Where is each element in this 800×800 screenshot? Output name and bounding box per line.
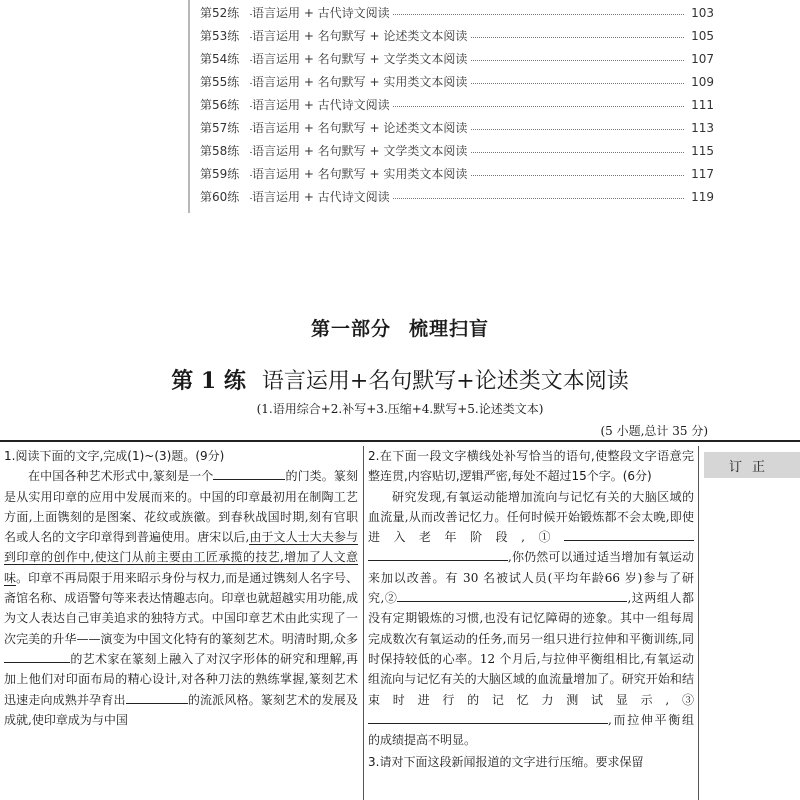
toc-title: 语言运用 + 古代诗文阅读 — [252, 96, 393, 113]
fill-blank[interactable] — [564, 527, 694, 541]
toc-title: 语言运用 + 名句默写 + 文学类文本阅读 — [252, 142, 470, 159]
toc-number: 第52练 — [200, 6, 240, 20]
lesson-heading: 语言运用+名句默写+论述类文本阅读 — [261, 369, 629, 394]
toc-number: 第60练 — [200, 190, 240, 204]
toc-number: 第58练 — [200, 144, 240, 158]
fill-blank[interactable] — [126, 690, 188, 704]
toc-row[interactable] — [190, 162, 714, 185]
question-1 — [4, 446, 358, 730]
question-2-passage — [368, 487, 694, 751]
question-2 — [368, 446, 694, 773]
toc-number: 第53练 — [200, 29, 240, 43]
fill-blank[interactable] — [213, 466, 285, 480]
blank-marker: ① — [524, 530, 564, 545]
toc-title: 语言运用 + 名句默写 + 论述类文本阅读 — [252, 27, 470, 44]
underlined-sentence: 由于文人士大夫参与到印章的创作中,使这门从前主要由工匠承揽的技艺,增加了人文意味 — [4, 530, 358, 585]
toc-title: 语言运用 + 古代诗文阅读 — [252, 4, 393, 21]
toc-page: 103 — [688, 6, 714, 20]
question-2-heading: 2.在下面一段文字横线处补写恰当的语句,使整段文字语意完整连贯,内容贴切,逻辑严密,每处不超过15个字。(6分) — [368, 449, 694, 484]
fill-blank[interactable] — [4, 649, 70, 663]
toc-title: 语言运用 + 名句默写 + 文学类文本阅读 — [252, 50, 470, 67]
part-name: 梳理扫盲 — [409, 318, 490, 340]
toc-page: 105 — [688, 29, 714, 43]
toc-page: 119 — [688, 190, 714, 204]
column-divider — [363, 446, 364, 800]
toc-number: 第57练 — [200, 121, 240, 135]
toc-row[interactable] — [190, 70, 714, 93]
fill-blank[interactable] — [397, 588, 507, 602]
fill-blank[interactable] — [507, 588, 627, 602]
question-1-passage — [4, 466, 358, 730]
top-divider — [0, 440, 800, 442]
lesson-subtitle: (1.语用综合+2.补写+3.压缩+4.默写+5.论述类文本) — [256, 402, 544, 416]
passage-text: 的流派风格。篆刻艺术的发展及成就,使印章成为与中国 — [4, 692, 358, 727]
passage-text: ,而拉伸平衡组的成绩提高不明显。 — [368, 712, 694, 748]
toc-number: 第55练 — [200, 75, 240, 89]
toc-title: 语言运用 + 名句默写 + 实用类文本阅读 — [252, 73, 470, 90]
blank-marker: ③ — [669, 692, 694, 707]
toc-number: 第59练 — [200, 167, 240, 181]
lesson-stats: (5 小题,总计 35 分) — [600, 424, 708, 438]
passage-text: 的门类。篆刻是从实用印章的应用中发展而来的。中国的印章最初用在制陶工艺方面,上面镌刻的是图案、花纹或族徽。到春秋战国时期,刻有官职名或人名的文字印章得到普遍使用。唐宋以后, — [4, 469, 358, 545]
lesson-number: 第 1 练 — [171, 368, 246, 394]
toc-row[interactable] — [190, 24, 714, 47]
margin-divider — [698, 446, 699, 800]
toc-row[interactable] — [190, 47, 714, 70]
lesson-title — [0, 364, 800, 395]
part-label: 第一部分 — [310, 318, 391, 340]
toc-number: 第54练 — [200, 52, 240, 66]
toc-title: 语言运用 + 古代诗文阅读 — [252, 188, 393, 205]
toc-row[interactable] — [190, 93, 714, 116]
toc-page: 107 — [688, 52, 714, 66]
fill-blank[interactable] — [368, 547, 508, 561]
toc-page: 115 — [688, 144, 714, 158]
toc-title: 语言运用 + 名句默写 + 论述类文本阅读 — [252, 119, 470, 136]
question-1-heading: 1.阅读下面的文字,完成(1)~(3)题。(9分) — [4, 449, 225, 463]
toc-title: 语言运用 + 名句默写 + 实用类文本阅读 — [252, 165, 470, 182]
part-title — [0, 314, 800, 341]
toc-page: 111 — [688, 98, 714, 112]
table-of-contents — [188, 0, 712, 213]
passage-text: 。印章不再局限于用来昭示身份与权力,而是通过镌刻人名字号、斋馆名称、成语警句等来表达情趣志向。印章也就超越实用功能,成为文人表达自己审美追求的独特方式。中国印章艺术由此实现了一次完美的升华——演变为中国文化特有的篆刻艺术。明清时期,众多 — [4, 570, 358, 646]
toc-row[interactable] — [190, 116, 714, 139]
passage-text: 的艺术家在篆刻上融入了对汉字形体的研究和理解,再加上他们对印面布局的精心设计,对各种刀法的熟练掌握,篆刻艺术迅速走向成熟并孕育出 — [4, 651, 358, 707]
toc-page: 113 — [688, 121, 714, 135]
toc-number: 第56练 — [200, 98, 240, 112]
passage-text: 在中国各种艺术形式中,篆刻是一个 — [28, 469, 214, 484]
question-3-heading: 3.请对下面这段新闻报道的文字进行压缩。要求保留 — [368, 755, 644, 770]
toc-row[interactable] — [190, 185, 714, 208]
passage-text: ,这两组人都没有定期锻炼的习惯,也没有记忆障碍的迹象。其中一组每周完成数次有氧运动的任务,而另一组只进行拉伸和平衡训练,同时保持较低的心率。12 个月后,与拉伸平衡组相比,有氧运动组流向与记忆有关的大脑区域的血流量增加了。研究开始和结束时进行的记忆力测试显示, — [368, 591, 694, 707]
correction-label: 订正 — [704, 452, 800, 478]
passage-text: 研究发现,有氧运动能增加流向与记忆有关的大脑区域的血流量,从而改善记忆力。任何时候开始锻炼都不会太晚,即使进入老年阶段, — [368, 489, 694, 545]
passage-text: ,你仍然可以通过适当增加有氧运动来加以改善。有 30 名被试人员(平均年龄66 岁)参与了研究, — [368, 550, 694, 606]
toc-page: 117 — [688, 167, 714, 181]
fill-blank[interactable] — [368, 710, 608, 724]
toc-row[interactable] — [190, 139, 714, 162]
toc-page: 109 — [688, 75, 714, 89]
toc-row[interactable] — [190, 1, 714, 24]
blank-marker: ② — [384, 591, 398, 606]
